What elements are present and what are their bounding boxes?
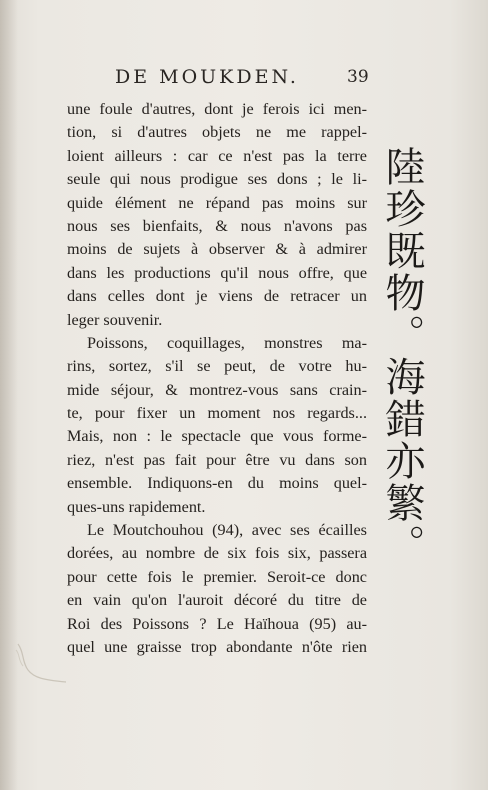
text-line: pour cette fois le premier. Seroit-ce donc — [67, 567, 367, 586]
text-line: Le Moutchouhou (94), avec ses écailles — [87, 521, 367, 540]
text-line: dans les productions qu'il nous offre, que — [67, 263, 367, 282]
text-line: rins, sortez, s'il se peut, de votre hu- — [67, 357, 367, 376]
text-line: quide élément ne répand pas moins sur — [67, 193, 367, 212]
ink-mark — [14, 640, 74, 685]
text-line: quel une graisse trop abondante n'ôte rien — [67, 637, 367, 656]
text-line: ques-uns rapidement. — [67, 497, 206, 516]
text-line: dorées, au nombre de six fois six, passera — [67, 544, 367, 563]
text-line: Mais, non : le spectacle que vous forme- — [67, 427, 367, 446]
text-line: riez, n'est pas fait pour être vu dans son — [67, 450, 367, 469]
text-line: moins de sujets à observer & à admirer — [67, 240, 367, 259]
page-header — [115, 66, 375, 88]
running-title: DE MOUKDEN. — [115, 66, 299, 88]
chinese-side-text: 陸珍既物。海錯亦繁。 — [379, 146, 425, 566]
text-line: dans celles dont je viens de retracer un — [67, 287, 367, 306]
page-number: 39 — [347, 67, 369, 87]
body-text — [67, 98, 367, 659]
text-line: mide séjour, & montrez-vous sans crain- — [67, 380, 367, 399]
text-line: en vain qu'on l'auroit décoré du titre de — [67, 591, 367, 610]
text-line: une foule d'autres, dont je ferois ici men- — [67, 100, 367, 118]
text-line: leger souvenir. — [67, 310, 163, 329]
text-line: loient ailleurs : car ce n'est pas la terre — [67, 146, 367, 165]
text-line: Poissons, coquillages, monstres ma- — [87, 333, 367, 352]
text-line: Roi des Poissons ? Le Haïhoua (95) au- — [67, 614, 367, 633]
text-line: te, pour fixer un moment nos regards... — [67, 404, 367, 423]
text-line: ensemble. Indiquons-en du moins quel- — [67, 474, 367, 493]
text-line: seule qui nous prodigue ses dons ; le li- — [67, 170, 367, 189]
text-line: tion, si d'autres objets ne me rappel- — [67, 123, 367, 142]
text-line: nous ses bienfaits, & nous n'avons pas — [67, 216, 367, 235]
